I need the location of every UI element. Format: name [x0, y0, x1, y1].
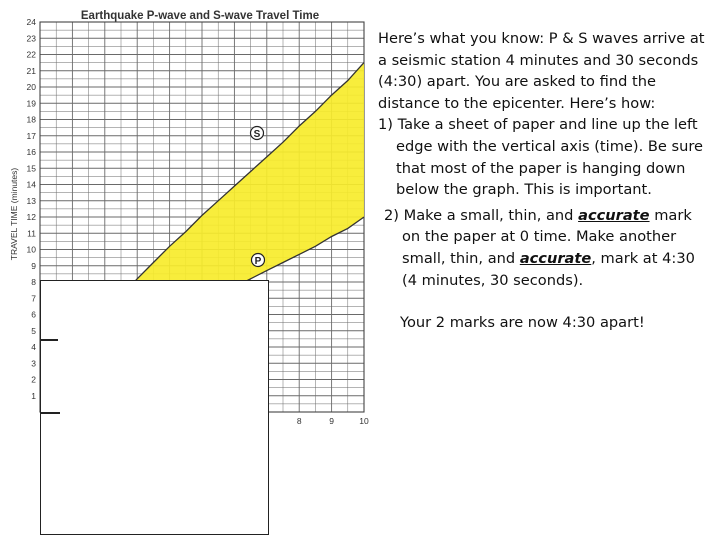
- y-tick-label: 3: [31, 358, 36, 369]
- y-tick-label: 20: [26, 82, 36, 92]
- x-tick-labels: [297, 416, 369, 426]
- paper-mark-zero: [40, 412, 60, 414]
- y-tick-label: 6: [31, 309, 36, 320]
- y-tick-label: 13: [26, 195, 36, 206]
- y-axis-label: TRAVEL TIME (minutes): [9, 167, 19, 261]
- y-tick-label: 16: [26, 147, 36, 157]
- x-tick-label: 10: [359, 416, 369, 426]
- y-tick-label: 9: [31, 260, 36, 271]
- instructions-panel: [378, 28, 708, 334]
- chart-title: Earthquake P-wave and S-wave Travel Time: [80, 10, 320, 22]
- s-curve-label: [251, 127, 264, 141]
- y-tick-label: 22: [26, 49, 36, 60]
- y-tick-label: 23: [26, 33, 36, 44]
- y-tick-label: 17: [26, 130, 36, 141]
- y-tick-label: 4: [31, 342, 36, 352]
- step-2-text: [378, 205, 708, 291]
- step-2-part-c: , mark at 4:30 (4 minutes, 30 seconds).: [402, 249, 695, 289]
- y-tick-label: 15: [26, 163, 36, 174]
- y-tick-label: 2: [31, 374, 36, 385]
- y-tick-label: 7: [31, 293, 36, 304]
- y-tick-labels: [27, 17, 37, 401]
- y-tick-label: 14: [26, 179, 36, 190]
- intro-text: Here’s what you know: P & S waves arrive at a seismic station 4 minutes and 30 seconds (4:30) apart. You are asked to find the distance to the epicenter. Here’s how:: [378, 30, 705, 112]
- y-tick-label: 11: [27, 228, 36, 239]
- y-tick-label: 5: [31, 325, 36, 336]
- s-series-label: S: [253, 129, 261, 140]
- x-tick-label: 8: [296, 416, 302, 426]
- y-tick-label: 21: [26, 65, 36, 76]
- p-series-label: P: [254, 256, 262, 267]
- step-2-emphasis-2: accurate: [519, 249, 592, 267]
- y-tick-label: 10: [26, 244, 36, 255]
- y-tick-label: 12: [26, 212, 36, 222]
- y-tick-label: 8: [31, 277, 36, 287]
- y-tick-label: 24: [26, 17, 36, 27]
- final-note: Your 2 marks are now 4:30 apart!: [400, 314, 645, 332]
- y-tick-label: 18: [26, 114, 36, 125]
- y-tick-label: 19: [26, 98, 36, 109]
- step-2-emphasis-1: accurate: [578, 206, 650, 224]
- paper-sheet[interactable]: [40, 280, 269, 535]
- p-curve-label: [252, 254, 265, 268]
- x-tick-label: 9: [329, 416, 334, 426]
- step-2-part-a: 2) Make a small, thin, and: [384, 206, 579, 224]
- step-2-part-b: mark on the paper at 0 time. Make another small, thin, and: [402, 206, 692, 267]
- paper-mark-4-30: [40, 339, 58, 341]
- step-1-text: 1) Take a sheet of paper and line up the left edge with the vertical axis (time). Be sure that most of the paper is hanging down below the graph. This is important.: [378, 116, 704, 199]
- y-tick-label: 1: [31, 390, 36, 401]
